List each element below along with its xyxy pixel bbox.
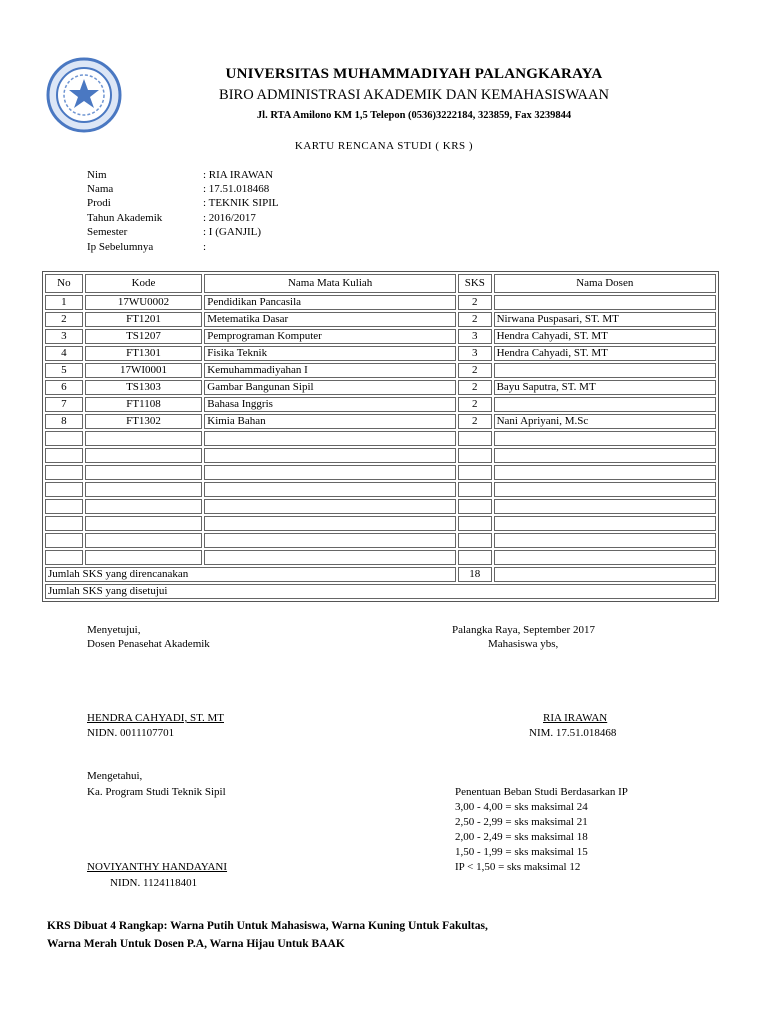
cell-kode: FT1301 xyxy=(85,346,202,361)
cell-dosen: Nani Apriyani, M.Sc xyxy=(494,414,716,429)
cell-kode xyxy=(85,431,202,446)
cell-dosen xyxy=(494,431,716,446)
col-header-mata-kuliah: Nama Mata Kuliah xyxy=(204,274,456,293)
total-planned-empty xyxy=(494,567,716,582)
cell-mata-kuliah xyxy=(204,516,456,531)
load-rules-title: Penentuan Beban Studi Berdasarkan IP xyxy=(455,786,628,798)
cell-no: 7 xyxy=(45,397,83,412)
cell-mata-kuliah xyxy=(204,550,456,565)
cell-no: 1 xyxy=(45,295,83,310)
table-row xyxy=(45,312,716,327)
cell-dosen: Hendra Cahyadi, ST. MT xyxy=(494,346,716,361)
cell-mata-kuliah xyxy=(204,448,456,463)
load-rule-1: 3,00 - 4,00 = sks maksimal 24 xyxy=(455,801,588,813)
info-value-ip: : xyxy=(203,241,207,253)
advisor-id: NIDN. 0011107701 xyxy=(87,727,175,739)
cell-kode: FT1108 xyxy=(85,397,202,412)
cell-mata-kuliah: Bahasa Inggris xyxy=(204,397,456,412)
cell-mata-kuliah: Fisika Teknik xyxy=(204,346,456,361)
info-label-nim: Nim xyxy=(87,169,107,181)
total-approved-row xyxy=(45,584,716,599)
cell-sks xyxy=(458,431,492,446)
table-row xyxy=(45,346,716,361)
table-row xyxy=(45,295,716,310)
student-role: Mahasiswa ybs, xyxy=(488,638,559,650)
advisor-name: HENDRA CAHYADI, ST. MT xyxy=(87,712,224,724)
cell-dosen: Bayu Saputra, ST. MT xyxy=(494,380,716,395)
cell-dosen xyxy=(494,465,716,480)
cell-sks: 2 xyxy=(458,295,492,310)
cell-sks xyxy=(458,482,492,497)
address: Jl. RTA Amilono KM 1,5 Telepon (0536)3222184, 323859, Fax 3239844 xyxy=(256,110,572,121)
cell-kode xyxy=(85,482,202,497)
student-id: NIM. 17.51.018468 xyxy=(529,727,617,739)
cell-dosen xyxy=(494,448,716,463)
table-row xyxy=(45,363,716,378)
cell-kode: 17WU0002 xyxy=(85,295,202,310)
table-row xyxy=(45,380,716,395)
info-label-ip: Ip Sebelumnya xyxy=(87,241,154,253)
cell-kode: TS1303 xyxy=(85,380,202,395)
table-body xyxy=(45,295,716,565)
cell-sks: 2 xyxy=(458,380,492,395)
cell-kode xyxy=(85,550,202,565)
info-label-tahun: Tahun Akademik xyxy=(87,212,163,224)
total-planned-label: Jumlah SKS yang direncanakan xyxy=(45,567,456,582)
table-row xyxy=(45,414,716,429)
cell-sks xyxy=(458,550,492,565)
cell-no: 2 xyxy=(45,312,83,327)
cell-sks xyxy=(458,533,492,548)
cell-dosen xyxy=(494,363,716,378)
info-label-prodi: Prodi xyxy=(87,197,111,209)
cell-no xyxy=(45,533,83,548)
advisor-role: Dosen Penasehat Akademik xyxy=(87,638,210,650)
page-title: KARTU RENCANA STUDI ( KRS ) xyxy=(294,140,474,152)
info-value-tahun: : 2016/2017 xyxy=(203,212,256,224)
footer-note-line1: KRS Dibuat 4 Rangkap: Warna Putih Untuk Mahasiswa, Warna Kuning Untuk Fakultas, xyxy=(47,920,488,932)
cell-sks xyxy=(458,448,492,463)
table-row xyxy=(45,499,716,514)
cell-dosen xyxy=(494,295,716,310)
cell-dosen xyxy=(494,482,716,497)
cell-kode: FT1201 xyxy=(85,312,202,327)
cell-sks: 2 xyxy=(458,363,492,378)
cell-dosen xyxy=(494,550,716,565)
info-value-semester: : I (GANJIL) xyxy=(203,226,262,238)
place-date: Palangka Raya, September 2017 xyxy=(452,624,595,636)
info-value-prodi: : TEKNIK SIPIL xyxy=(203,197,279,209)
cell-dosen xyxy=(494,397,716,412)
cell-no: 4 xyxy=(45,346,83,361)
cell-kode xyxy=(85,465,202,480)
total-planned-value: 18 xyxy=(458,567,492,582)
cell-mata-kuliah: Kemuhammadiyahan I xyxy=(204,363,456,378)
cell-no xyxy=(45,448,83,463)
cell-mata-kuliah: Pemprograman Komputer xyxy=(204,329,456,344)
load-rule-5: IP < 1,50 = sks maksimal 12 xyxy=(455,861,581,873)
info-label-semester: Semester xyxy=(87,226,128,238)
cell-no: 5 xyxy=(45,363,83,378)
cell-dosen xyxy=(494,516,716,531)
cell-mata-kuliah: Gambar Bangunan Sipil xyxy=(204,380,456,395)
cell-kode: TS1207 xyxy=(85,329,202,344)
krs-table xyxy=(42,271,719,602)
cell-mata-kuliah xyxy=(204,431,456,446)
cell-dosen xyxy=(494,533,716,548)
cell-mata-kuliah: Metematika Dasar xyxy=(204,312,456,327)
cell-sks: 3 xyxy=(458,346,492,361)
cell-mata-kuliah xyxy=(204,533,456,548)
university-name: UNIVERSITAS MUHAMMADIYAH PALANGKARAYA xyxy=(225,66,603,82)
info-value-nim: : RIA IRAWAN xyxy=(203,169,274,181)
cell-sks: 2 xyxy=(458,414,492,429)
info-label-nama: Nama xyxy=(87,183,114,195)
footer-note-line2: Warna Merah Untuk Dosen P.A, Warna Hijau Untuk BAAK xyxy=(47,938,345,950)
col-header-no: No xyxy=(45,274,83,293)
cell-sks: 3 xyxy=(458,329,492,344)
cell-sks: 2 xyxy=(458,397,492,412)
cell-sks xyxy=(458,499,492,514)
load-rule-3: 2,00 - 2,49 = sks maksimal 18 xyxy=(455,831,588,843)
bureau-name: BIRO ADMINISTRASI AKADEMIK DAN KEMAHASISWAAN xyxy=(219,87,609,103)
table-row xyxy=(45,448,716,463)
table-row xyxy=(45,550,716,565)
cell-kode xyxy=(85,533,202,548)
table-row xyxy=(45,329,716,344)
table-row xyxy=(45,482,716,497)
acknowledge-label: Mengetahui, xyxy=(87,770,143,782)
cell-sks: 2 xyxy=(458,312,492,327)
cell-no: 8 xyxy=(45,414,83,429)
load-rule-2: 2,50 - 2,99 = sks maksimal 21 xyxy=(455,816,588,828)
head-role: Ka. Program Studi Teknik Sipil xyxy=(87,786,226,798)
table-row xyxy=(45,516,716,531)
cell-no xyxy=(45,550,83,565)
table-row xyxy=(45,533,716,548)
cell-sks xyxy=(458,465,492,480)
cell-kode xyxy=(85,516,202,531)
cell-no xyxy=(45,499,83,514)
cell-no xyxy=(45,431,83,446)
head-id: NIDN. 1124118401 xyxy=(110,877,198,889)
cell-kode xyxy=(85,448,202,463)
cell-kode: FT1302 xyxy=(85,414,202,429)
cell-mata-kuliah xyxy=(204,482,456,497)
load-rule-4: 1,50 - 1,99 = sks maksimal 15 xyxy=(455,846,588,858)
cell-dosen: Hendra Cahyadi, ST. MT xyxy=(494,329,716,344)
cell-mata-kuliah: Kimia Bahan xyxy=(204,414,456,429)
total-approved-label: Jumlah SKS yang disetujui xyxy=(45,584,716,599)
table-row xyxy=(45,397,716,412)
cell-mata-kuliah xyxy=(204,499,456,514)
table-header-row xyxy=(45,274,716,293)
table-row xyxy=(45,431,716,446)
cell-no xyxy=(45,482,83,497)
cell-no xyxy=(45,516,83,531)
info-value-nama: : 17.51.018468 xyxy=(203,183,270,195)
cell-mata-kuliah xyxy=(204,465,456,480)
approve-label: Menyetujui, xyxy=(87,624,141,636)
table-row xyxy=(45,465,716,480)
cell-sks xyxy=(458,516,492,531)
cell-kode xyxy=(85,499,202,514)
head-name: NOVIYANTHY HANDAYANI xyxy=(87,861,228,873)
cell-dosen: Nirwana Puspasari, ST. MT xyxy=(494,312,716,327)
col-header-dosen: Nama Dosen xyxy=(494,274,716,293)
cell-no: 6 xyxy=(45,380,83,395)
total-planned-row xyxy=(45,567,716,582)
col-header-sks: SKS xyxy=(458,274,492,293)
cell-mata-kuliah: Pendidikan Pancasila xyxy=(204,295,456,310)
cell-no: 3 xyxy=(45,329,83,344)
cell-kode: 17WI0001 xyxy=(85,363,202,378)
cell-dosen xyxy=(494,499,716,514)
cell-no xyxy=(45,465,83,480)
student-name: RIA IRAWAN xyxy=(543,712,608,724)
col-header-kode: Kode xyxy=(85,274,202,293)
